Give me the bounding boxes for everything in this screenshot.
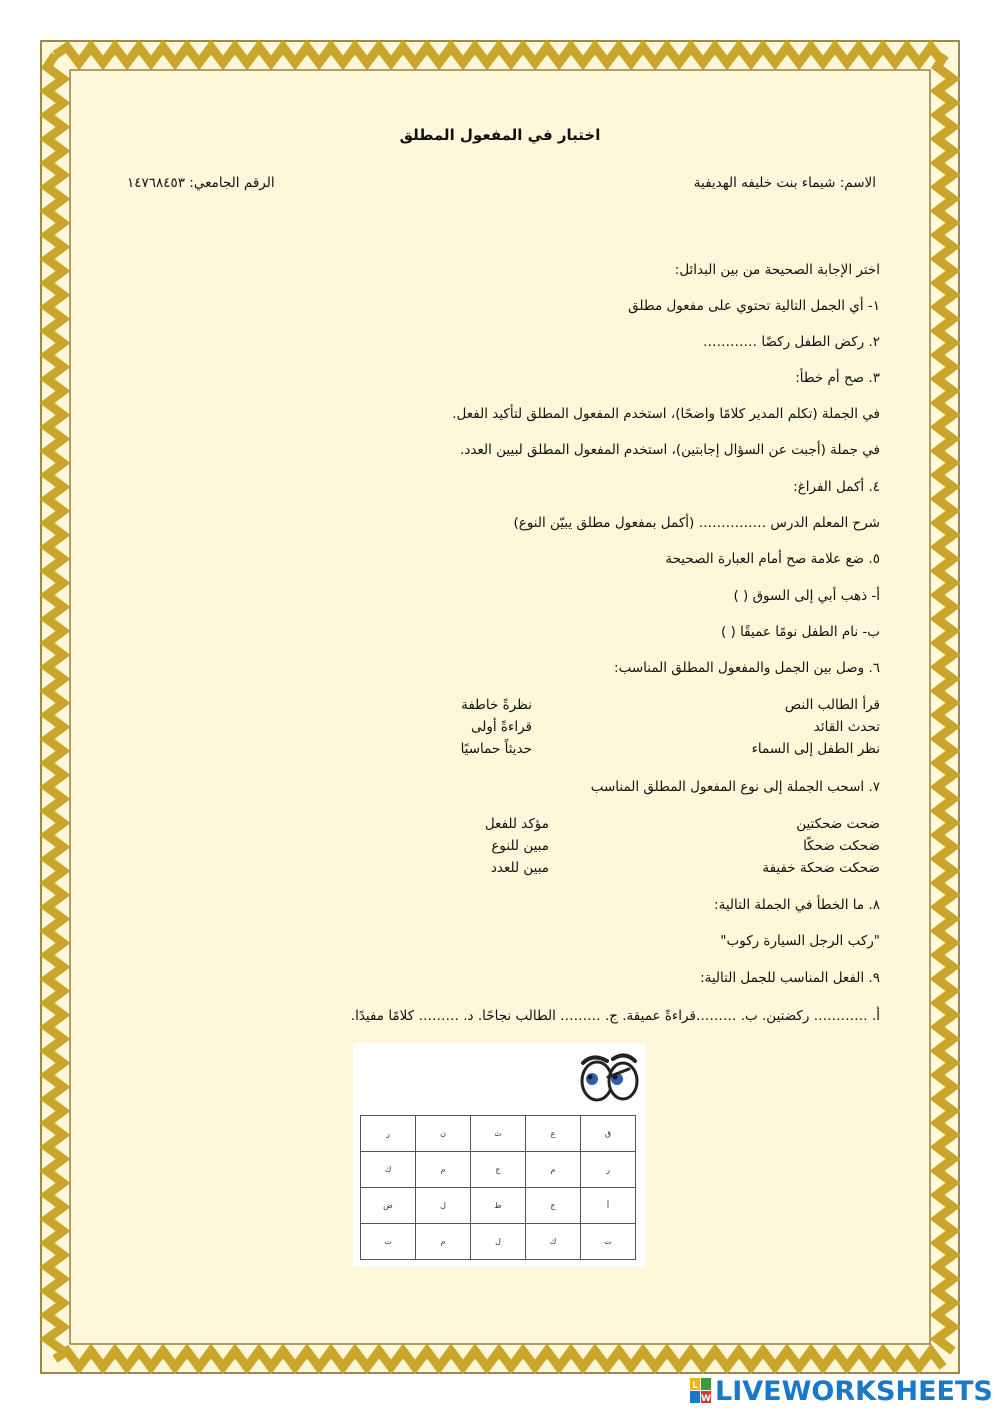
- question-2: ٢. ركض الطفل ركضًا …………: [703, 334, 880, 350]
- q6-sentence: نظر الطفل إلى السماء: [751, 741, 880, 757]
- question-1: ١- أي الجمل التالية تحتوي على مفعول مطلق: [628, 298, 880, 314]
- grid-cell[interactable]: ط: [471, 1188, 526, 1224]
- grid-row: [361, 1224, 636, 1260]
- q7-option: مؤكد للفعل: [484, 816, 549, 832]
- grid-row: [361, 1152, 636, 1188]
- q7-sentence: ضحكت ضحكًا: [803, 838, 880, 854]
- grid-cell[interactable]: ك: [361, 1152, 416, 1188]
- grid-cell[interactable]: ق: [581, 1116, 636, 1152]
- grid-row: [361, 1188, 636, 1224]
- question-5-option-a: أ- ذهب أبي إلى السوق ( ): [733, 588, 880, 604]
- grid-cell[interactable]: ج: [526, 1188, 581, 1224]
- grid-cell[interactable]: ض: [361, 1188, 416, 1224]
- word-search-puzzle: [353, 1043, 646, 1267]
- student-name: الاسم: شيماء بنت خليفه الهديفية: [693, 175, 876, 191]
- grid-cell[interactable]: م: [416, 1224, 471, 1260]
- grid-cell[interactable]: ل: [471, 1224, 526, 1260]
- liveworksheets-logo[interactable]: [690, 1374, 993, 1408]
- q7-sentence: ضحكت ضحكة خفيفة: [762, 860, 880, 876]
- q6-sentence: تحدث القائد: [813, 719, 880, 735]
- liveworksheets-badge-icon: [690, 1378, 712, 1404]
- question-3-heading: ٣. صح أم خطأ:: [795, 370, 880, 386]
- q6-option: قراءةً أولى: [470, 719, 532, 735]
- question-3-statement-2: في جملة (أجبت عن السؤال إجابتين)، استخدم المفعول المطلق لبيين العدد.: [460, 442, 880, 458]
- grid-cell[interactable]: م: [416, 1152, 471, 1188]
- grid-cell[interactable]: ن: [416, 1116, 471, 1152]
- question-6-heading: ٦. وصل بين الجمل والمفعول المطلق المناسب:: [614, 660, 880, 676]
- grid-cell[interactable]: ك: [526, 1224, 581, 1260]
- q6-option: نظرةً خاطفة: [461, 697, 532, 713]
- badge-letter: W: [701, 1394, 711, 1404]
- q7-option: مبين للنوع: [491, 838, 549, 854]
- grid-cell[interactable]: ر: [581, 1152, 636, 1188]
- q6-option: حديثاً حماسيًا: [460, 741, 532, 757]
- grid-cell[interactable]: ل: [416, 1188, 471, 1224]
- question-3-statement-1: في الجملة (تكلم المدير كلامًا واضحًا)، استخدم المفعول المطلق لتأكيد الفعل.: [452, 406, 880, 422]
- student-id: الرقم الجامعي: ١٤٧٦٨٤٥٣: [127, 175, 275, 191]
- badge-letter: L: [692, 1381, 698, 1391]
- grid-cell[interactable]: ت: [361, 1224, 416, 1260]
- question-4-blank: شرح المعلم الدرس …………… (أكمل بمفعول مطلق يبيّن النوع): [513, 515, 880, 531]
- instruction-line: اختر الإجابة الصحيحة من بين البدائل:: [674, 262, 880, 278]
- grid-cell[interactable]: م: [526, 1152, 581, 1188]
- q7-option: مبين للعدد: [490, 860, 549, 876]
- q6-sentence: قرأ الطالب النص: [784, 697, 880, 713]
- grid-row: [361, 1116, 636, 1152]
- question-5-heading: ٥. ضع علامة صح أمام العبارة الصحيحة: [665, 551, 880, 567]
- grid-cell[interactable]: ر: [361, 1116, 416, 1152]
- question-5-option-b: ب- نام الطفل نومًا عميقًا ( ): [720, 624, 880, 640]
- grid-cell[interactable]: ت: [581, 1224, 636, 1260]
- question-7-heading: ٧. اسحب الجملة إلى نوع المفعول المطلق المناسب: [590, 779, 880, 795]
- grid-cell[interactable]: ع: [526, 1116, 581, 1152]
- brand-name: LIVEWORKSHEETS: [715, 1375, 993, 1407]
- question-9-blanks: أ. ………… ركضتين. ب. ………قراءةً عميقة. ج. ……… الطالب نجاحًا. د. ……… كلامًا مفيدًا.: [350, 1008, 880, 1024]
- grid-cell[interactable]: أ: [581, 1188, 636, 1224]
- question-8-heading: ٨. ما الخطأ في الجملة التالية:: [714, 897, 880, 913]
- grid-cell[interactable]: ث: [471, 1116, 526, 1152]
- question-4-heading: ٤. أكمل الفراغ:: [793, 479, 880, 495]
- cartoon-eyes-icon: [577, 1047, 643, 1107]
- q7-sentence: ضحت ضحكتين: [796, 816, 880, 832]
- letter-grid: [360, 1115, 636, 1260]
- grid-cell[interactable]: ج: [471, 1152, 526, 1188]
- page-title: اختبار في المفعول المطلق: [399, 126, 601, 144]
- question-8-sentence: "ركب الرجل السيارة ركوب": [720, 933, 880, 949]
- question-9-heading: ٩. الفعل المناسب للجمل التالية:: [700, 970, 880, 986]
